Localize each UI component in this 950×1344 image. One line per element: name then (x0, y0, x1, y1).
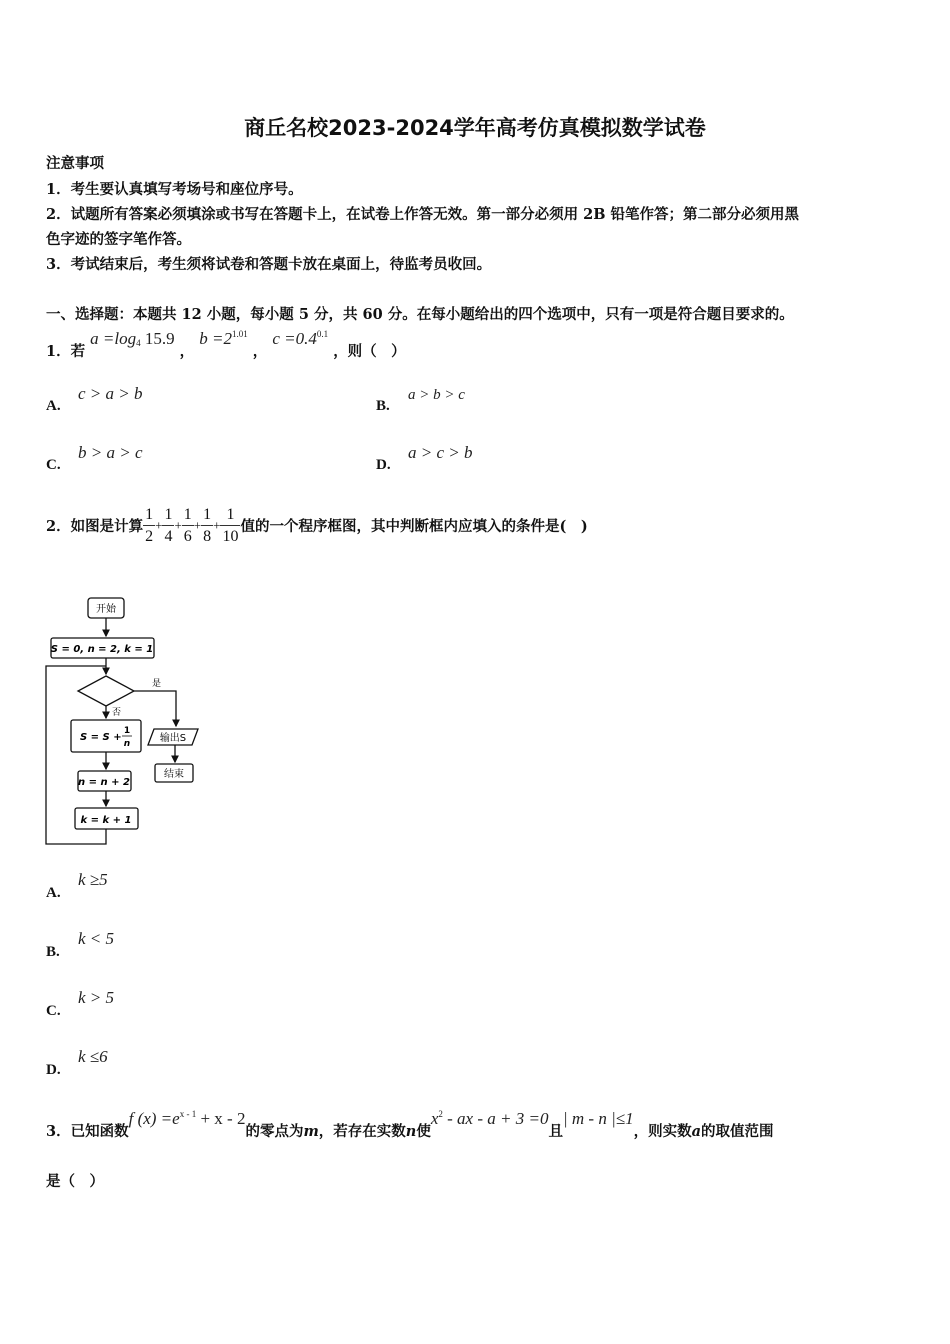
frac-numerator: 1 (220, 504, 240, 526)
q1-c-lhs: c =0.4 (272, 329, 317, 348)
frac-denominator: 2 (145, 528, 154, 545)
q1-suffix: ，则（ ） (333, 343, 406, 360)
q1-b-expr (199, 329, 247, 348)
q3-text: 的取值范围 (700, 1123, 774, 1140)
q2-option-a-expr: k ≥5 (78, 870, 108, 889)
q1-c-expr (272, 329, 328, 348)
q3-prefix: 3．已知函数 (46, 1123, 129, 1140)
frac-denominator: 4 (164, 528, 173, 545)
frac-numerator: 1 (201, 504, 213, 526)
q3-text: 的零点为 (245, 1123, 304, 1140)
question-1-stem (46, 328, 406, 368)
q1-option-c-expr: b > a > c (78, 443, 143, 462)
q2-frac-2 (162, 504, 174, 547)
q3-var-n: n (405, 1123, 417, 1140)
question-2-stem (46, 504, 588, 552)
notice-item: 2．试题所有答案必须填涂或书写在答题卡上，在试卷上作答无效。第一部分必须用 2B 铅笔作答；第二部分必须用黑 (46, 206, 800, 223)
q2-option-b-label[interactable]: B. (46, 944, 60, 960)
q2-option-c-label[interactable]: C. (46, 1003, 61, 1019)
flow-update-n-label: n = n + 2 (78, 777, 130, 788)
q1-option-b-expr: a > b > c (408, 387, 465, 403)
q1-a-expr (90, 329, 174, 348)
flow-output-label: 输出S (159, 733, 187, 744)
q1-option-d-label[interactable]: D. (376, 457, 391, 473)
q3-var-m: m (303, 1123, 319, 1140)
q1-option-b-label[interactable]: B. (376, 398, 390, 414)
frac-numerator: 1 (182, 504, 194, 526)
flow-start-label: 开始 (96, 604, 116, 615)
program-flowchart (40, 594, 210, 850)
q3-text: 使 (416, 1123, 431, 1140)
plus-sign: + (213, 517, 221, 533)
q2-suffix: 值的一个程序框图，其中判断框内应填入的条件是( ) (240, 518, 588, 535)
q3-f-lhs: f (x) =e (128, 1109, 180, 1128)
q1-option-d-expr: a > c > b (408, 443, 473, 462)
notice-item: 1．考生要认真填写考场号和座位序号。 (46, 181, 303, 198)
q3-equation (431, 1109, 549, 1128)
notice-item: 色字迹的签字笔作答。 (46, 231, 191, 248)
q2-option-c-expr: k > 5 (78, 988, 115, 1007)
q2-prefix: 2．如图是计算 (46, 518, 144, 535)
question-3-stem (46, 1108, 774, 1140)
q1-c-sup: 0.1 (316, 329, 329, 339)
q3-text: ，若存在实数 (318, 1123, 406, 1140)
q2-option-a-label[interactable]: A. (46, 885, 61, 901)
flow-frac-num: 1 (123, 726, 131, 736)
frac-numerator: 1 (162, 504, 174, 526)
flow-no-label: 否 (112, 708, 122, 718)
q2-frac-1 (143, 504, 155, 547)
q1-option-c-label[interactable]: C. (46, 457, 61, 473)
q2-frac-3 (182, 504, 194, 547)
notice-item: 3．考试结束后，考生须将试卷和答题卡放在桌面上，待监考员收回。 (46, 256, 492, 273)
frac-denominator: 8 (203, 528, 212, 545)
q1-option-a-label[interactable]: A. (46, 398, 61, 414)
flow-frac-den: n (123, 739, 131, 749)
q1-a-sub: 4 (136, 338, 141, 348)
section-heading: 一、选择题：本题共 12 小题，每小题 5 分，共 60 分。在每小题给出的四个选项中，只有一项是符合题目要求的。 (46, 306, 794, 323)
frac-denominator: 6 (183, 528, 192, 545)
flow-init-label: S = 0, n = 2, k = 1 (50, 644, 154, 655)
q3-f-rhs: + x - 2 (196, 1109, 246, 1128)
q3-text: ，则实数 (633, 1123, 692, 1140)
q2-option-d-label[interactable]: D. (46, 1062, 61, 1078)
q2-frac-5 (220, 504, 240, 547)
notice-heading: 注意事项 (46, 155, 104, 172)
flow-end-label: 结束 (164, 769, 184, 780)
flow-update-k-label: k = k + 1 (80, 815, 132, 826)
q2-option-d-expr: k ≤6 (78, 1047, 108, 1066)
q1-a-lhs: a =log (90, 329, 137, 348)
frac-denominator: 10 (222, 528, 239, 545)
plus-sign: + (193, 517, 202, 533)
q2-option-b-expr: k < 5 (78, 929, 115, 948)
frac-numerator: 1 (143, 504, 155, 526)
q1-sep: ， (179, 343, 195, 360)
q3-f-sup: x - 1 (179, 1109, 197, 1119)
flow-update-s-label: S = S + (80, 732, 122, 743)
q3-abs-condition: | m - n |≤1 (562, 1109, 634, 1128)
q3-line-2: 是（ ） (46, 1173, 104, 1190)
q3-eq-x: x (430, 1109, 439, 1128)
flow-decision-diamond (78, 676, 134, 706)
q3-function-expr (129, 1109, 246, 1128)
q3-var-a: a (691, 1123, 701, 1140)
q1-sep: ， (252, 343, 268, 360)
q1-b-lhs: b =2 (199, 329, 232, 348)
q1-b-sup: 1.01 (231, 329, 248, 339)
page-title: 商丘名校2023-2024学年高考仿真模拟数学试卷 (244, 116, 706, 140)
q2-frac-4 (201, 504, 213, 547)
q3-eq-sup: 2 (438, 1109, 443, 1119)
plus-sign: + (155, 517, 163, 533)
flow-yes-label: 是 (152, 679, 162, 689)
plus-sign: + (174, 517, 182, 533)
q1-option-a-expr: c > a > b (78, 384, 143, 403)
q1-a-rhs: 15.9 (140, 329, 175, 348)
q1-prefix: 1．若 (46, 343, 86, 360)
q3-text: 且 (548, 1123, 563, 1140)
q3-eq-rest: - ax - a + 3 =0 (442, 1109, 549, 1128)
